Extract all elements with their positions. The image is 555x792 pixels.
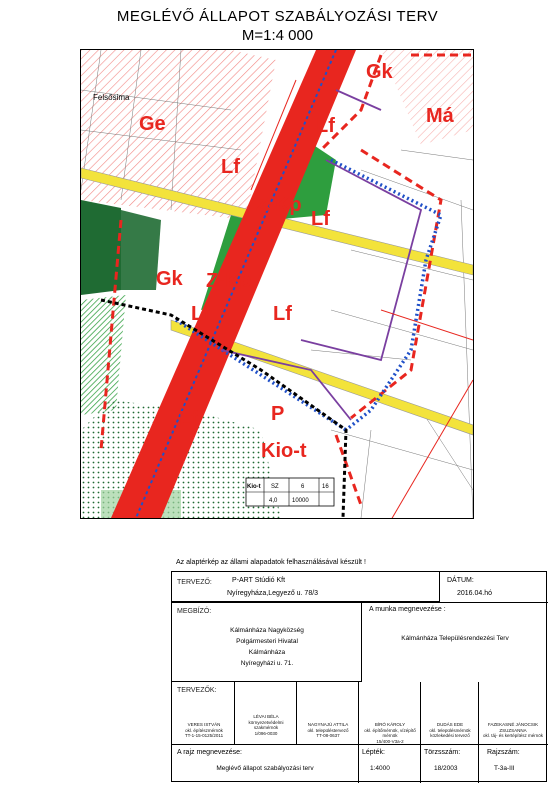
dark-green-plot-2 — [121, 210, 161, 290]
zone-lf-top: Lf — [316, 115, 335, 137]
tervezo-cell — [172, 572, 440, 602]
rajz-value: Meglévő állapot szabályozási terv — [216, 765, 314, 772]
megbizo-line-2: Polgármesteri Hivatal — [236, 638, 298, 645]
torzsszam-label: Törzsszám: — [424, 749, 461, 756]
tervezo-name: P-ART Stúdió Kft — [232, 577, 286, 584]
map-title: MEGLÉVŐ ÁLLAPOT SZABÁLYOZÁSI TERV — [116, 8, 439, 25]
megbizo-line-3: Kálmánháza — [248, 649, 286, 656]
torzsszam-value: 18/2003 — [434, 765, 458, 772]
datum-label: DÁTUM: — [447, 577, 474, 584]
basemap-note: Az alaptérkép az állami alapadatok felhasználásával készült ! — [176, 559, 366, 566]
lepetek-label: Lépték: — [362, 749, 385, 756]
rule — [296, 682, 297, 745]
designer-6: FAZEKASNÉ JÁNOCSIK ZSUZSANNA okl. táj- és kertépítész mérnök — [482, 722, 544, 738]
lepetek-value: 1:4000 — [370, 765, 390, 772]
zone-zkp-lower: Z-Kp — [206, 270, 252, 292]
rajzszam-label: Rajzszám: — [487, 749, 520, 756]
rule — [420, 745, 421, 783]
rule — [358, 745, 359, 783]
megbizo-label: MEGBÍZÓ: — [177, 608, 212, 615]
tervezo-label: TERVEZŐ: — [177, 579, 212, 586]
param-sz: SZ — [271, 484, 279, 490]
zone-gk-top: Gk — [366, 61, 393, 83]
regulation-map — [80, 49, 474, 519]
rule — [478, 682, 479, 745]
zone-zkp-upper: Z-Kp — [256, 194, 302, 216]
munka-value: Kálmánháza Településrendezési Terv — [401, 635, 509, 642]
param-10000: 10000 — [292, 498, 309, 504]
map-canvas — [81, 50, 473, 518]
zone-ma: Má — [426, 105, 454, 127]
param-kio-t: Kio-t — [247, 484, 261, 490]
zone-ge: Ge — [139, 113, 166, 135]
zone-gk-left: Gk — [156, 268, 183, 290]
designer-5: DUDÁS EDE okl. településmérnök közlekedési tervező — [429, 722, 471, 738]
tervezo-address: Nyíregyháza,Legyező u. 78/3 — [227, 590, 319, 597]
zone-lf-right: Lf — [273, 303, 292, 325]
datum-value: 2016.04.hó — [457, 590, 493, 597]
map-scale: M=1:4 000 — [241, 27, 314, 44]
dark-green-plot — [81, 200, 121, 295]
zone-p: P — [271, 403, 285, 425]
parameter-box — [246, 478, 334, 506]
zone-lf-left: Lf — [191, 303, 210, 325]
rule — [358, 682, 359, 745]
rajz-label: A rajz megnevezése: — [177, 749, 242, 756]
designer-1: VERES ISTVÁN okl. építészmérnök TT-1-15-0125/2011 — [184, 722, 224, 738]
zone-lf-upper: Lf — [221, 156, 240, 178]
param-16: 16 — [322, 484, 329, 490]
designer-3: NAGYNAJÚ ATTILA okl. településtervező TT-08-0637 — [307, 722, 349, 738]
rule — [478, 745, 479, 783]
designer-2: LÉVAI BÉLA környezetvédelmi szakmérnök 1/096-0030 — [248, 714, 284, 736]
designer-4: BÍRÓ KÁROLY okl. építőmérnök, vízépítő mérnök 15/400-V3a-2 — [364, 722, 416, 744]
param-4-0: 4,0 — [269, 498, 278, 504]
place-name: Felsősima — [93, 93, 130, 102]
megbizo-line-4: Nyíregyházi u. 71. — [240, 660, 294, 667]
tervezok-label: TERVEZŐK: — [177, 687, 217, 694]
zone-lf-mid: Lf — [311, 208, 330, 230]
param-6: 6 — [301, 484, 305, 490]
munka-label: A munka megnevezése : — [369, 606, 446, 613]
rule — [420, 682, 421, 745]
rule — [234, 682, 235, 745]
hatched-zone-ma — [381, 50, 473, 145]
rajzszam-value: T-3a-III — [494, 765, 515, 772]
zone-lf-bottom: Lf — [179, 408, 198, 430]
green-stripe-zone — [81, 295, 126, 415]
zone-kio-t: Kio-t — [261, 440, 307, 462]
title-block — [171, 571, 547, 782]
megbizo-line-1: Kálmánháza Nagyközség — [230, 627, 304, 634]
